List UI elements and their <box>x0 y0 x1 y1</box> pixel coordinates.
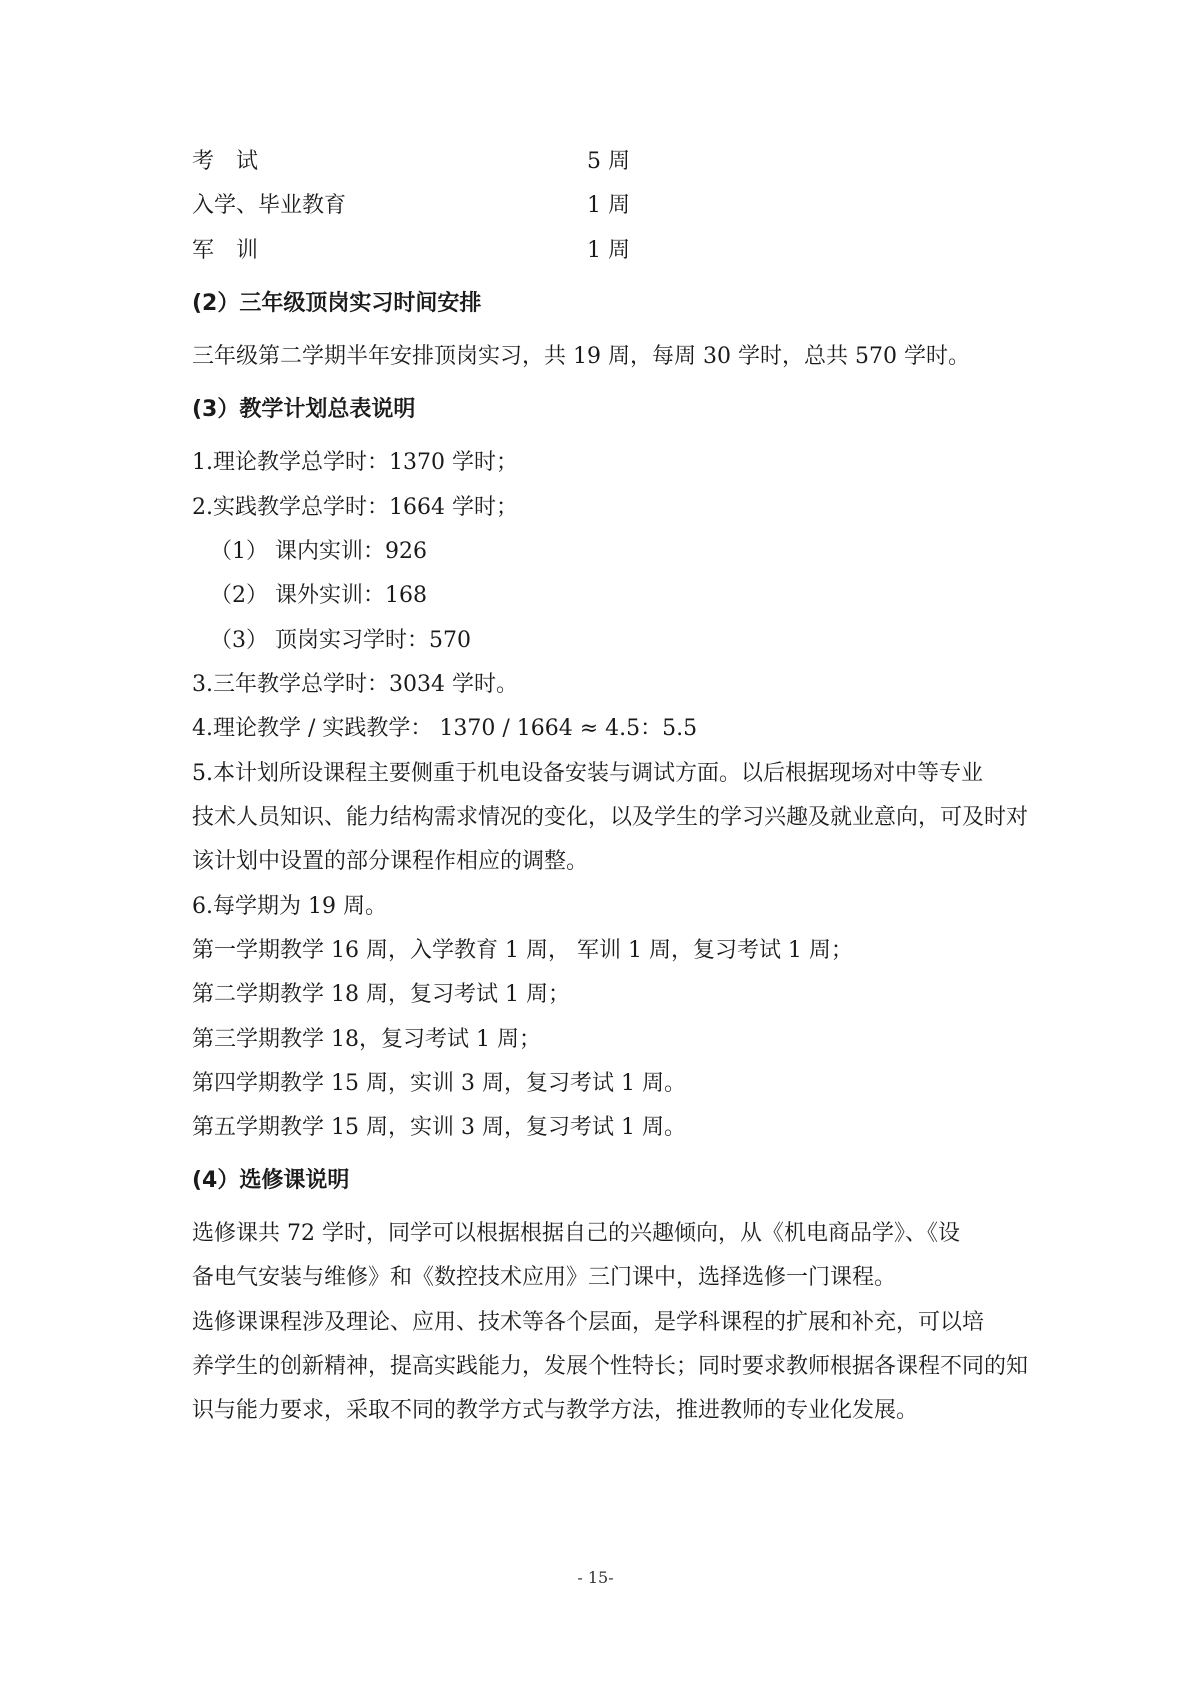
plan-subitem-3: （3） 顶岗实习学时：570 <box>210 628 471 653</box>
plan-item-5-line-3: 该计划中设置的部分课程作相应的调整。 <box>192 849 589 874</box>
electives-paragraph-2-line-1: 选修课课程涉及理论、应用、技术等各个层面，是学科课程的扩展和补充，可以培 <box>192 1310 985 1335</box>
semester-5: 第五学期教学 15 周，实训 3 周，复习考试 1 周。 <box>192 1115 686 1140</box>
schedule-row-orientation <box>192 191 1052 221</box>
plan-item-3: 3.三年教学总学时：3034 学时。 <box>192 672 518 697</box>
plan-item-2: 2.实践教学总学时：1664 学时； <box>192 495 518 520</box>
electives-paragraph-1-line-1: 选修课共 72 学时，同学可以根据根据自己的兴趣倾向，从《机电商品学》、《设 <box>192 1221 960 1246</box>
electives-paragraph-2-line-2: 养学生的创新精神，提高实践能力，发展个性特长；同时要求教师根据各课程不同的知 <box>192 1354 1029 1379</box>
schedule-row-exam <box>192 147 1052 177</box>
internship-paragraph: 三年级第二学期半年安排顶岗实习，共 19 周，每周 30 学时，总共 570 学时。 <box>192 344 970 369</box>
schedule-row-military <box>192 236 1052 266</box>
plan-item-4: 4.理论教学 / 实践教学： 1370 / 1664 ≈ 4.5：5.5 <box>192 716 698 741</box>
section-heading-plan: (3）教学计划总表说明 <box>192 397 416 422</box>
section-heading-electives: (4）选修课说明 <box>192 1168 350 1193</box>
plan-item-6: 6.每学期为 19 周。 <box>192 894 387 919</box>
plan-item-5-line-1: 5.本计划所设课程主要侧重于机电设备安装与调试方面。以后根据现场对中等专业 <box>192 761 983 786</box>
section-heading-internship: (2）三年级顶岗实习时间安排 <box>192 291 482 316</box>
schedule-label: 入学、毕业教育 <box>192 193 347 218</box>
schedule-weeks: 5 周 <box>587 149 630 174</box>
semester-2: 第二学期教学 18 周，复习考试 1 周； <box>192 982 570 1007</box>
schedule-label: 军 训 <box>192 238 259 263</box>
electives-paragraph-1-line-2: 备电气安装与维修》和《数控技术应用》三门课中，选择选修一门课程。 <box>192 1265 897 1290</box>
plan-subitem-2: （2） 课外实训：168 <box>210 583 427 608</box>
semester-3: 第三学期教学 18，复习考试 1 周； <box>192 1027 541 1052</box>
schedule-weeks: 1 周 <box>587 193 630 218</box>
electives-paragraph-2-line-3: 识与能力要求，采取不同的教学方式与教学方法，推进教师的专业化发展。 <box>192 1398 919 1423</box>
schedule-label: 考 试 <box>192 149 259 174</box>
plan-item-5-line-2: 技术人员知识、能力结构需求情况的变化，以及学生的学习兴趣及就业意向，可及时对 <box>192 805 1029 830</box>
semester-4: 第四学期教学 15 周，实训 3 周，复习考试 1 周。 <box>192 1071 686 1096</box>
page-number: - 15- <box>577 1568 614 1587</box>
plan-subitem-1: （1） 课内实训：926 <box>210 539 427 564</box>
plan-item-1: 1.理论教学总学时：1370 学时； <box>192 450 518 475</box>
semester-1: 第一学期教学 16 周，入学教育 1 周， 军训 1 周，复习考试 1 周； <box>192 938 853 963</box>
schedule-weeks: 1 周 <box>587 238 630 263</box>
